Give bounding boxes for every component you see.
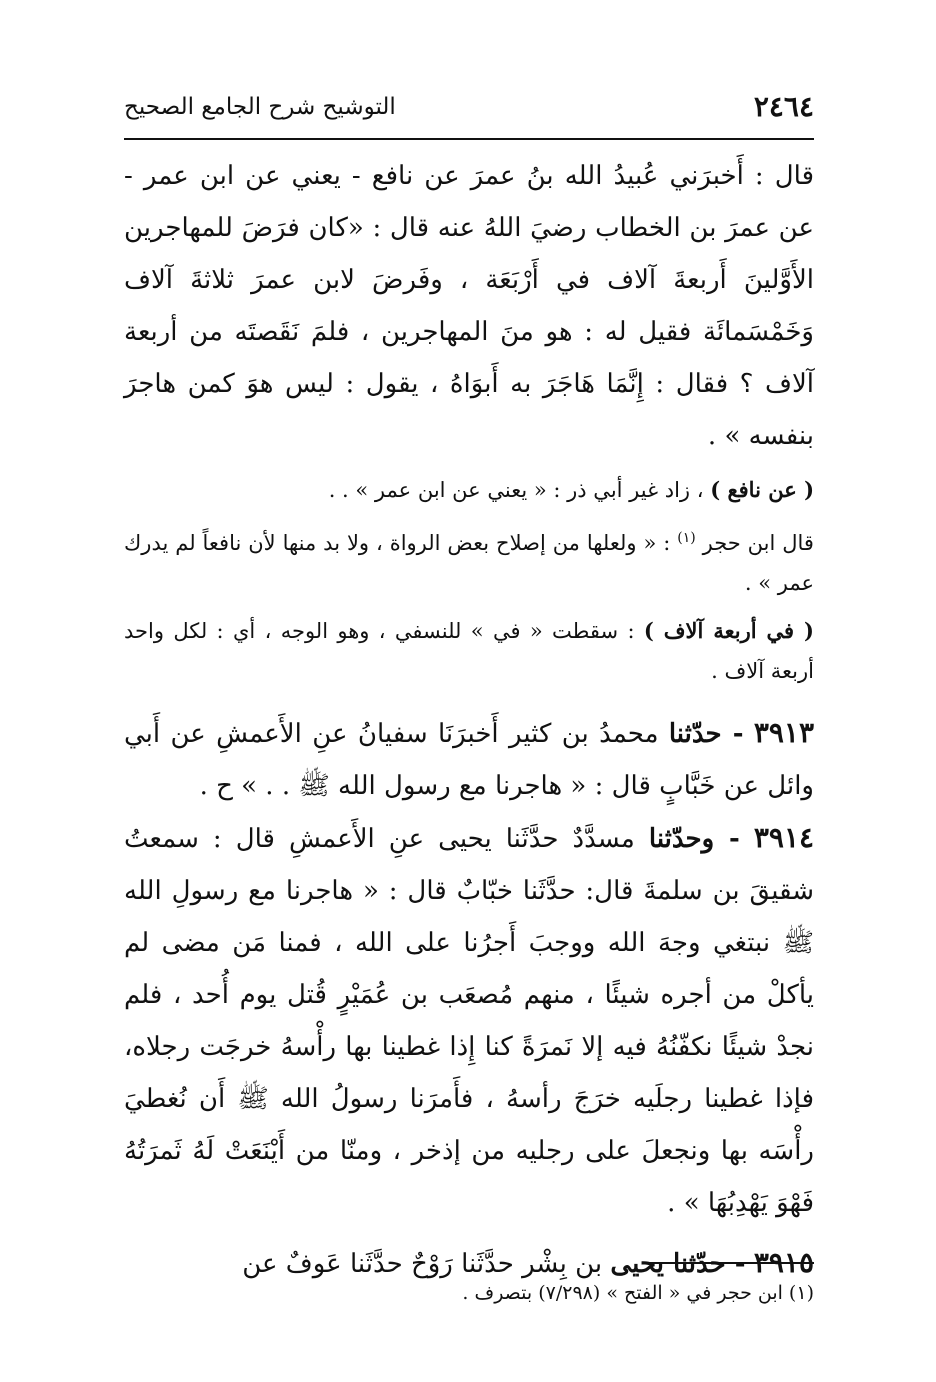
commentary-term: ( في أربعة آلاف ) <box>643 618 814 643</box>
hadith-lead: - وحدّثنا <box>648 824 740 854</box>
page-header <box>124 86 814 140</box>
footnote-divider <box>644 1262 814 1264</box>
commentary-paragraph <box>124 470 814 510</box>
hadith-number: ٣٩١٤ <box>753 821 815 854</box>
footnote-reference[interactable]: (١) <box>677 530 696 546</box>
hadith-entry <box>124 812 814 1229</box>
commentary-text: قال ابن حجر <box>702 531 814 555</box>
commentary-text: : « ولعلها من إصلاح بعض الرواة ، ولا بد منها لأن نافعاً لم يدرك عمر » . <box>124 531 814 595</box>
commentary-text: : سقطت « في » للنسفي ، وهو الوجه ، أي : لكل واحد أربعة آلاف . <box>124 619 814 683</box>
hadith-text: قال : أَخبرَني عُبيدُ الله بنُ عمرَ عن نافع - يعني عن ابن عمر - عن عمرَ بن الخطاب رضيَ اللهُ عنه قال : «كان فرَضَ للمهاجرين الأَوَّلينَ أَربعةَ آلاف في أَرْبَعَة ، وفَرضَ لابن عمرَ ثلاثةَ آلاف وَخَمْسَمائَة فقيل له : هو منَ المهاجرين ، فلمَ نَقَصتَه من أربعة آلاف ؟ فقال : إِنَّمَا هَاجَرَ به أَبوَاهُ ، يقول : ليس هوَ كمن هاجرَ بنفسه » . <box>124 161 814 451</box>
hadith-lead: - حدّثنا <box>668 719 744 749</box>
page-number: ٢٤٦٤ <box>753 90 814 123</box>
commentary-term: ( عن نافع ) <box>710 477 814 502</box>
hadith-continuation <box>124 150 814 462</box>
hadith-number: ٣٩١٣ <box>753 716 814 749</box>
footnote: (١) ابن حجر في « الفتح » (٧/٢٩٨) بتصرف . <box>462 1282 814 1304</box>
hadith-lead: - حدّثنا يحيى <box>610 1249 746 1279</box>
hadith-entry <box>124 707 814 812</box>
running-title: التوشيح شرح الجامع الصحيح <box>124 94 396 120</box>
commentary-paragraph <box>124 611 814 691</box>
main-text <box>124 150 814 1290</box>
hadith-text: بن بِشْر حدَّثَنا رَوْحٌ حدَّثَنا عَوفٌ عن <box>242 1249 603 1279</box>
hadith-text: محمدُ بن كثير أَخبرَنَا سفيانُ عنِ الأَعمشِ عن أَبي وائل عن خَبَّابٍ قال : « هاجرنا مع رسول الله ﷺ . . » ح . <box>124 719 814 801</box>
commentary-paragraph <box>124 518 814 603</box>
commentary-text: ، زاد غير أبي ذر : « يعني عن ابن عمر » . . <box>328 478 704 502</box>
hadith-text: مسدَّدٌ حدَّثَنا يحيى عنِ الأَعمشِ قال : سمعتُ شقيقَ بن سلمةَ قال: حدَّثَنا خبّابٌ قال : « هاجرنا مع رسولِ الله ﷺ نبتغي وجهَ الله ووجبَ أَجرُنا على الله ، فمنا مَن مضى لم يأكلْ من أجره شيئًا ، منهم مُصعَب بن عُمَيْرٍ قُتل يوم أُحد ، فلم نجدْ شيئًا نكفّنُهُ فيه إلا نَمرَةً كنا إِذا غطينا بها رأْسهُ خرجَت رجلاه، فإذا غطينا رجلَيه خرَجَ رأسهُ ، فأَمرَنا رسولُ الله ﷺ أَن نُغطيَ رأْسَه بها ونجعلَ على رجليه من إذخر ، ومنّا من أَيْنَعَتْ لَهُ ثَمرَتُهُ فَهْوَ يَهْدِبُهَا » . <box>124 824 814 1218</box>
hadith-number: ٣٩١٥ <box>753 1246 814 1279</box>
